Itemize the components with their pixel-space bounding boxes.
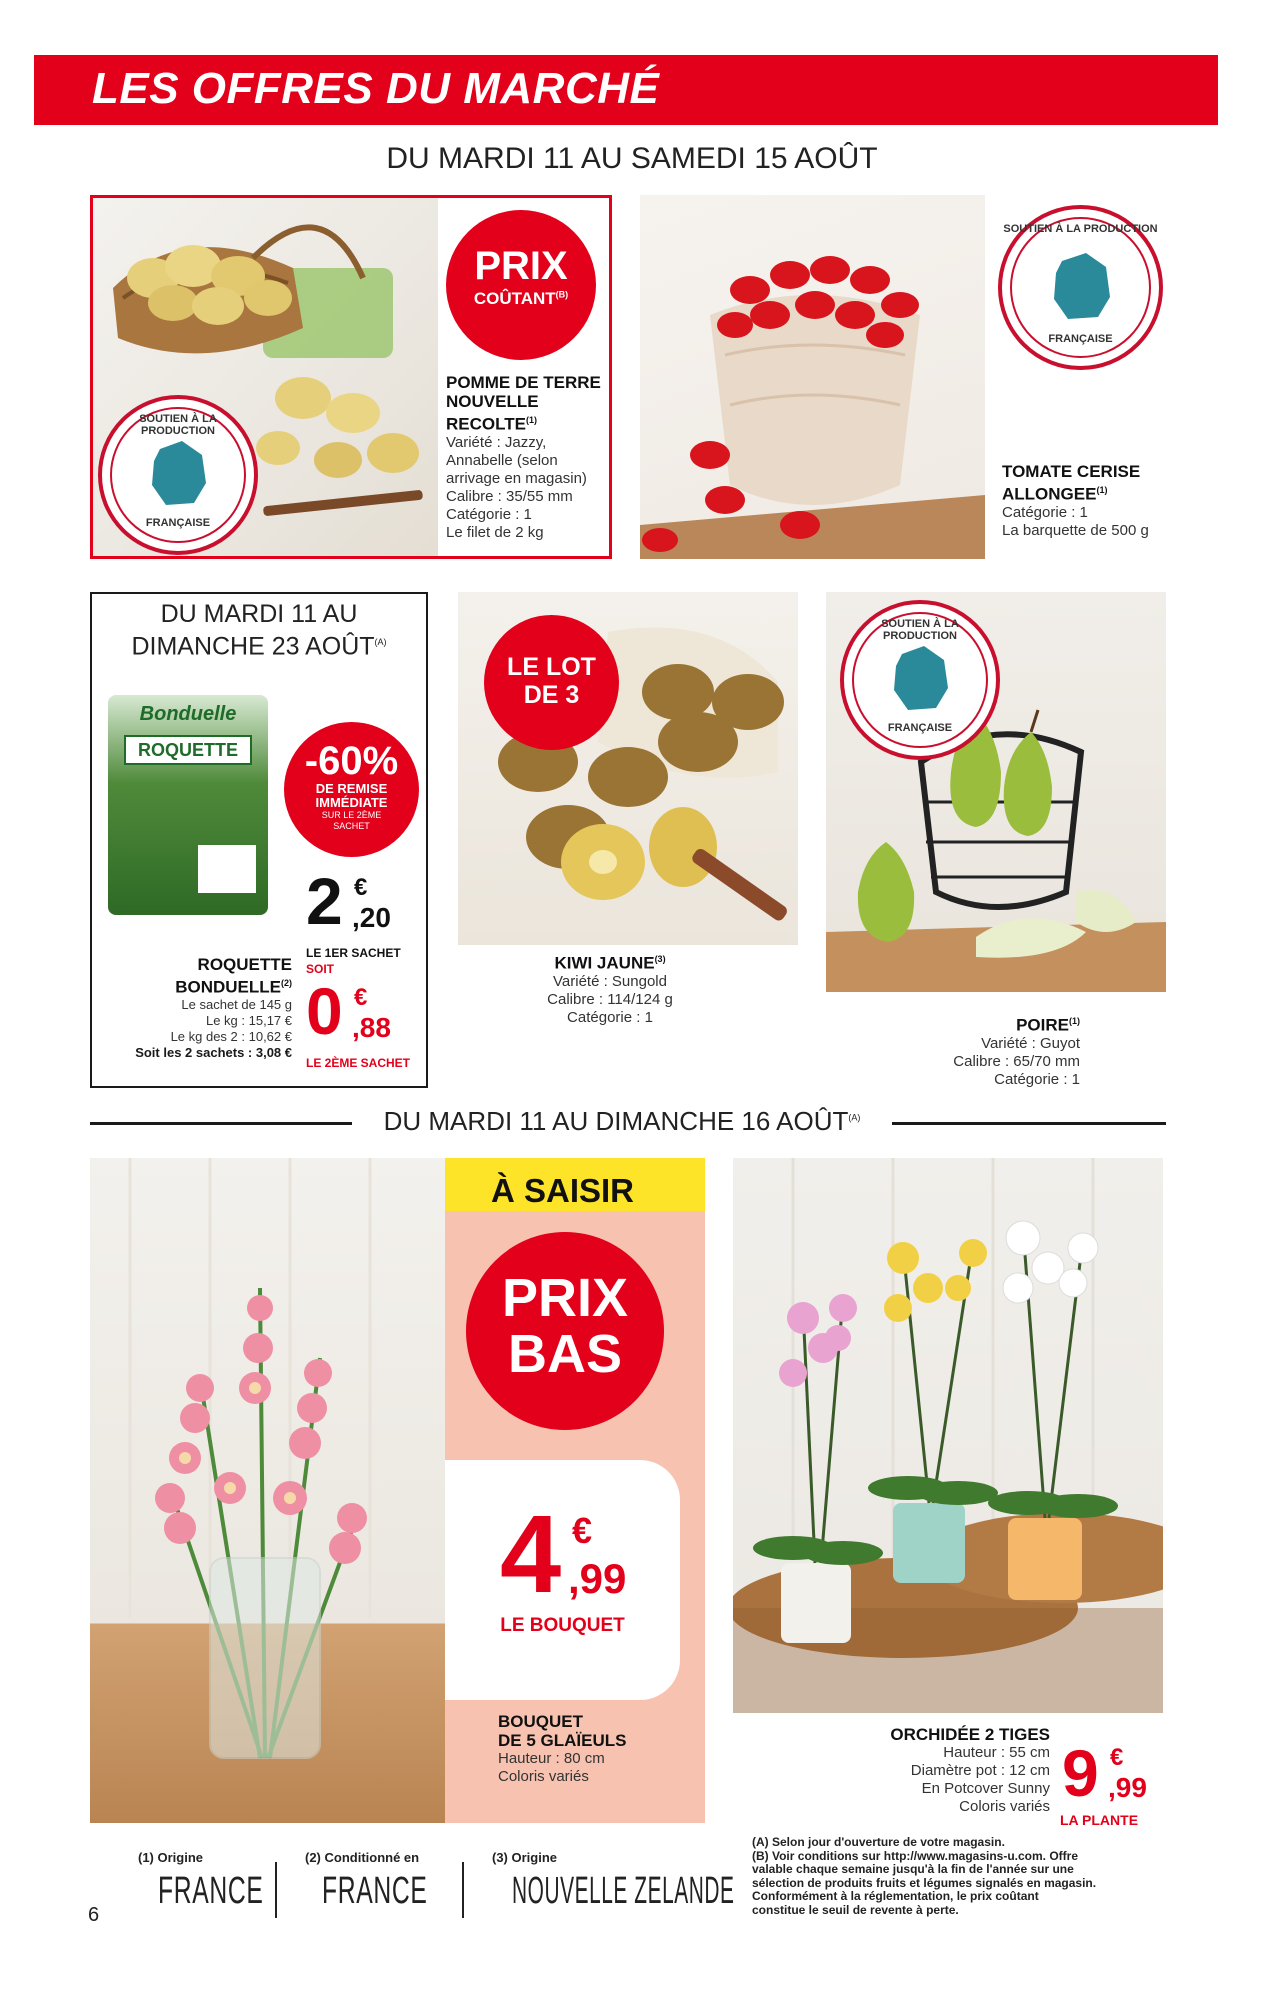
pear-desc-1: Variété : Guyot [981,1034,1080,1052]
bouquet-info [498,1712,698,1786]
origin-3-label: (3) Origine [492,1850,558,1865]
kiwi-desc-3: Catégorie : 1 [567,1008,653,1026]
orchid-desc-1: Hauteur : 55 cm [943,1744,1050,1761]
origin-2-label: (2) Conditionné en [305,1850,420,1865]
roquette-info [96,955,292,1061]
discount-sub-1: DE REMISE [315,781,388,796]
origin-1-label: (1) Origine [138,1850,204,1865]
lot-line-1: LE LOT [507,653,596,681]
tomato-desc-2: La barquette de 500 g [1002,521,1149,539]
potato-desc-4: Calibre : 35/55 mm [446,487,573,505]
kiwi-desc-2: Calibre : 114/124 g [547,990,673,1008]
bouquet-title-1: BOUQUET [498,1712,583,1731]
footer-note-3: valable chaque semaine jusqu'à la fin de l'année sur une [752,1862,1074,1876]
orchid-price-currency: € [1110,1744,1124,1771]
lot-line-2: DE 3 [523,681,580,709]
tomato-photo[interactable] [640,195,985,559]
badge-coutant: COÛTANT [473,289,556,308]
tomato-title-2: ALLONGEE [1002,484,1097,504]
price2-integer: 0 [306,974,343,1048]
potato-desc-6: Le filet de 2 kg [446,523,544,541]
price2-currency: € [354,984,368,1011]
stamp-bottom-text: FRANÇAISE [145,517,211,529]
page-title: LES OFFRES DU MARCHÉ [92,64,660,113]
tomato-note: (1) [1096,485,1108,495]
orchid-unit: LA PLANTE [1060,1812,1139,1828]
bouquet-price-currency: € [572,1510,593,1551]
potato-desc-2: Annabelle (selon [446,451,558,469]
kiwi-note: (3) [654,954,666,964]
pack-label [198,845,256,893]
roquette-desc-1: Le sachet de 145 g [181,996,292,1012]
prix-bas-line-2: BAS [507,1324,622,1384]
orchid-photo[interactable] [733,1158,1163,1713]
bouquet-price-integer: 4 [500,1493,562,1616]
origin-2-value: FRANCE [322,1870,428,1912]
orchid-title: ORCHIDÉE 2 TIGES [890,1725,1050,1744]
roquette-title-2: BONDUELLE [175,977,281,997]
kiwi-info [520,950,700,1027]
bouquet-photo[interactable] [90,1158,445,1823]
orchid-desc-3: En Potcover Sunny [921,1780,1050,1797]
roquette-desc-3: Le kg des 2 : 10,62 € [170,1028,292,1044]
section2-note: (A) [848,1112,861,1123]
roquette-pack [108,695,268,915]
dates-top: DU MARDI 11 AU SAMEDI 15 AOÛT [386,142,878,175]
badge-note: (B) [555,289,569,300]
soit-label: SOIT [306,962,335,976]
orchid-price-integer: 9 [1062,1736,1099,1810]
bouquet-desc-2: Coloris variés [498,1768,589,1785]
footer-note-1: (A) Selon jour d'ouverture de votre magasin. [752,1835,1005,1849]
stamp-top-text: SOUTIEN À LA PRODUCTION [881,618,959,642]
orchid-desc-2: Diamètre pot : 12 cm [910,1762,1050,1779]
origin-divider [275,1862,277,1918]
bouquet-price-decimals: ,99 [568,1555,627,1602]
footer-note-5: Conformément à la réglementation, le prix coûtant [752,1889,1039,1903]
potato-desc-5: Catégorie : 1 [446,505,532,523]
origin-1-value: FRANCE [158,1870,264,1912]
bouquet-unit: LE BOUQUET [500,1615,625,1636]
kiwi-title: KIWI JAUNE [554,953,655,973]
tomato-desc-1: Catégorie : 1 [1002,503,1088,521]
origin-divider [462,1862,464,1918]
potato-desc-1: Variété : Jazzy, [446,433,547,451]
roquette-dates-note: (A) [374,637,387,647]
pear-info [900,1012,1080,1089]
section-rule-left [90,1122,352,1125]
discount-small-2: SACHET [333,821,370,831]
potato-note: (1) [525,415,537,425]
french-production-stamp [840,600,1000,760]
section2-dates [352,1106,892,1137]
origin-3-value: NOUVELLE ZELANDE [512,1870,735,1912]
pear-desc-3: Catégorie : 1 [994,1070,1080,1088]
roquette-desc-2: Le kg : 15,17 € [205,1012,292,1028]
discount-value: -60% [304,739,399,783]
footer-note-4: sélection de produits fruits et légumes signalés en magasin. [752,1875,1097,1890]
roquette-title-1: ROQUETTE [197,955,292,974]
orchid-info [840,1725,1050,1816]
badge-prix: PRIX [474,244,568,288]
price1-label: LE 1ER SACHET [306,946,401,960]
kiwi-desc-1: Variété : Sungold [553,972,667,990]
orchid-price-decimals: ,99 [1108,1772,1147,1803]
bouquet-title-2: DE 5 GLAÏEULS [498,1731,627,1750]
footer-note-6: constitue le seuil de revente à perte. [752,1902,959,1917]
section-rule-right [892,1122,1166,1125]
prix-coutant-badge [446,210,596,360]
prix-bas-badge [466,1232,664,1430]
pear-note: (1) [1069,1016,1080,1026]
stamp-bottom-text: FRANÇAISE [887,722,953,734]
pear-title: POIRE [1016,1015,1069,1035]
stamp-top-text: SOUTIEN À LA PRODUCTION [139,413,217,437]
prix-bas-line-1: PRIX [501,1268,629,1328]
a-saisir-label: À SAISIR [490,1172,635,1209]
tomato-title-1: TOMATE CERISE [1002,462,1141,481]
potato-title-2: NOUVELLE [446,392,539,411]
price2-label: LE 2ÈME SACHET [306,1056,411,1070]
discount-badge [284,722,419,857]
roquette-dates [92,600,426,660]
potato-desc-3: arrivage en magasin) [446,469,587,487]
roquette-dates-2: DIMANCHE 23 AOÛT [131,632,375,661]
roquette-dates-1: DU MARDI 11 AU [160,600,358,628]
pack-brand: Bonduelle [139,703,237,725]
french-production-stamp [98,395,258,555]
price1-integer: 2 [306,864,343,938]
discount-small-1: SUR LE 2ÈME [321,810,382,820]
potato-title-1: POMME DE TERRE [446,373,601,392]
french-production-stamp [998,205,1163,370]
page-number: 6 [88,1904,100,1926]
tomato-info [1002,462,1202,540]
price1-decimals: ,20 [352,902,391,933]
footer-note-2: (B) Voir conditions sur http://www.magasins-u.com. Offre [752,1848,1079,1863]
potato-title-3: RECOLTE [446,414,526,434]
pear-desc-2: Calibre : 65/70 mm [953,1052,1080,1070]
bouquet-price-bg [445,1460,680,1700]
stamp-bottom-text: FRANÇAISE [1048,333,1113,345]
section2-dates-text: DU MARDI 11 AU DIMANCHE 16 AOÛT [383,1106,849,1136]
price1-currency: € [354,874,368,901]
roquette-total: Soit les 2 sachets : 3,08 € [135,1044,292,1060]
stamp-top-text: SOUTIEN À LA PRODUCTION [1003,223,1158,235]
price2-decimals: ,88 [352,1012,391,1043]
bouquet-desc-1: Hauteur : 80 cm [498,1750,605,1767]
pack-name: ROQUETTE [124,735,252,765]
orchid-desc-4: Coloris variés [959,1798,1050,1815]
roquette-note: (2) [281,978,292,988]
lot-de-3-badge [484,615,619,750]
discount-sub-2: IMMÉDIATE [315,795,388,810]
potato-info [446,373,606,542]
footer-notes [752,1836,1172,1917]
